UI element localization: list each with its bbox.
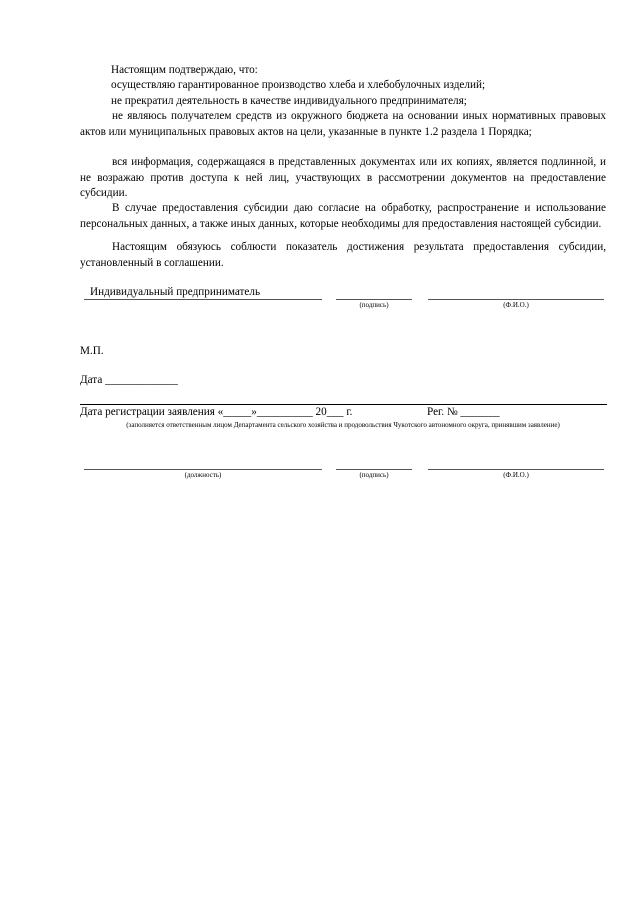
paragraph-obligation: Настоящим обязуюсь соблюсти показатель достижения результата предоставления субсидии, установленный в соглашении. bbox=[80, 241, 606, 269]
paragraph-budget: не являюсь получателем средств из окружного бюджета на основании иных нормативных правовых актов или муниципальных правовых актов на цели, указанные в пункте 1.2 раздела 1 Порядка; bbox=[80, 110, 606, 138]
registration-note: (заполняется ответственным лицом Департамента сельского хозяйства и продовольствия Чукотского автономного округа, принявшим заявление) bbox=[126, 421, 560, 429]
position-line-2 bbox=[84, 469, 322, 470]
paragraph-information: вся информация, содержащаяся в представленных документах или их копиях, является подлинной, и не возражаю против доступа к ней лиц, участвующих в рассмотрении документов на предоставление субсидии. bbox=[80, 156, 606, 199]
signature-caption: (подпись) bbox=[359, 301, 389, 309]
signature-caption-2: (подпись) bbox=[359, 471, 389, 479]
registration-number: Рег. № _______ bbox=[427, 406, 500, 418]
registration-date: Дата регистрации заявления «_____»__________ 20___ г. bbox=[80, 406, 353, 418]
signature-line-2 bbox=[336, 469, 412, 470]
paragraph-production: осуществляю гарантированное производство хлеба и хлебобулочных изделий; bbox=[111, 79, 486, 91]
name-caption: (Ф.И.О.) bbox=[503, 301, 529, 309]
name-line bbox=[428, 299, 604, 300]
name-caption-2: (Ф.И.О.) bbox=[503, 471, 529, 479]
paragraph-confirm: Настоящим подтверждаю, что: bbox=[111, 64, 258, 76]
position-text: Индивидуальный предприниматель bbox=[90, 286, 261, 298]
signature-line bbox=[336, 299, 412, 300]
name-line-2 bbox=[428, 469, 604, 470]
position-line bbox=[84, 299, 322, 300]
stamp-label: М.П. bbox=[80, 345, 104, 357]
position-caption-2: (должность) bbox=[184, 471, 222, 479]
paragraph-consent: В случае предоставления субсидии даю согласие на обработку, распространение и использование персональных данных, а также иных данных, которые необходимы для предоставления настоящей субсидии. bbox=[80, 202, 606, 230]
paragraph-activity: не прекратил деятельность в качестве индивидуального предпринимателя; bbox=[111, 95, 467, 107]
date-field: Дата _____________ bbox=[80, 374, 178, 386]
